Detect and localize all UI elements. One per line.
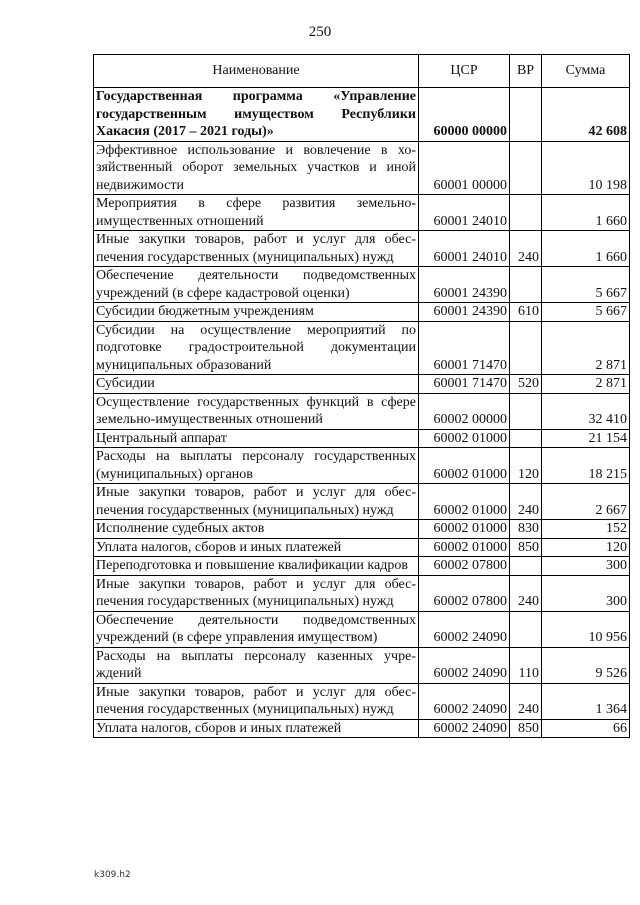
header-csr: ЦСР — [419, 55, 510, 88]
row-vr — [510, 88, 542, 142]
row-csr: 60002 24090 — [419, 683, 510, 719]
row-name: Переподготовка и повышение квалификации кадров — [94, 557, 419, 576]
page-number: 250 — [308, 24, 332, 40]
row-sum: 18 215 — [542, 448, 630, 484]
row-sum: 5 667 — [542, 303, 630, 322]
row-csr: 60002 01000 — [419, 538, 510, 557]
row-vr: 240 — [510, 683, 542, 719]
row-csr: 60002 01000 — [419, 484, 510, 520]
table-row — [94, 647, 630, 683]
row-name: Субсидии бюджетным учреждениям — [94, 303, 419, 322]
row-csr: 60001 71470 — [419, 375, 510, 394]
row-name: Исполнение судебных актов — [94, 520, 419, 539]
table-row — [94, 484, 630, 520]
table-row — [94, 375, 630, 394]
row-name: Осуществление государственных функций в сфере земельно-имущественных отношений — [94, 393, 419, 429]
row-sum: 1 364 — [542, 683, 630, 719]
row-csr: 60002 07800 — [419, 575, 510, 611]
row-sum: 300 — [542, 557, 630, 576]
row-sum: 66 — [542, 719, 630, 738]
row-csr: 60002 24090 — [419, 611, 510, 647]
row-name: Государственная программа «Управление государственным имуществом Республики Хакасия (2017 – 2021 годы)» — [94, 88, 419, 142]
row-vr: 850 — [510, 538, 542, 557]
row-csr: 60002 07800 — [419, 557, 510, 576]
row-vr — [510, 393, 542, 429]
row-csr: 60001 24390 — [419, 267, 510, 303]
row-vr: 240 — [510, 484, 542, 520]
row-sum: 5 667 — [542, 267, 630, 303]
row-vr — [510, 611, 542, 647]
row-vr: 110 — [510, 647, 542, 683]
row-csr: 60002 00000 — [419, 393, 510, 429]
row-csr: 60000 00000 — [419, 88, 510, 142]
row-sum: 2 871 — [542, 321, 630, 375]
table-row-program — [94, 88, 630, 142]
row-csr: 60002 01000 — [419, 429, 510, 448]
row-vr — [510, 267, 542, 303]
row-name: Расходы на выплаты персоналу государственных (муниципальных) органов — [94, 448, 419, 484]
table-header-row — [94, 55, 630, 88]
table-row — [94, 538, 630, 557]
row-sum: 152 — [542, 520, 630, 539]
row-name: Мероприятия в сфере развития земельно-имущественных отношений — [94, 195, 419, 231]
row-sum: 1 660 — [542, 231, 630, 267]
row-vr: 240 — [510, 575, 542, 611]
row-sum: 2 667 — [542, 484, 630, 520]
row-sum: 10 956 — [542, 611, 630, 647]
row-name: Иные закупки товаров, работ и услуг для обеспечения государственных (муниципальных) нужд — [94, 575, 419, 611]
table-row — [94, 141, 630, 195]
row-csr: 60002 24090 — [419, 719, 510, 738]
row-name: Иные закупки товаров, работ и услуг для обеспечения государственных (муниципальных) нужд — [94, 231, 419, 267]
row-vr — [510, 195, 542, 231]
row-sum: 1 660 — [542, 195, 630, 231]
row-name: Обеспечение деятельности подведомственных учреждений (в сфере управления имуществом) — [94, 611, 419, 647]
row-vr: 120 — [510, 448, 542, 484]
row-vr — [510, 321, 542, 375]
row-vr — [510, 141, 542, 195]
row-name: Субсидии — [94, 375, 419, 394]
row-vr: 830 — [510, 520, 542, 539]
table-row — [94, 321, 630, 375]
table-row — [94, 195, 630, 231]
row-vr: 240 — [510, 231, 542, 267]
table-row — [94, 393, 630, 429]
row-name: Центральный аппарат — [94, 429, 419, 448]
table-row — [94, 520, 630, 539]
row-name: Обеспечение деятельности подведомственных учреждений (в сфере кадастровой оценки) — [94, 267, 419, 303]
row-name: Иные закупки товаров, работ и услуг для обеспечения государственных (муниципальных) нужд — [94, 484, 419, 520]
row-csr: 60001 24010 — [419, 231, 510, 267]
header-name: Наименование — [94, 55, 419, 88]
row-vr: 520 — [510, 375, 542, 394]
row-vr: 610 — [510, 303, 542, 322]
row-sum: 10 198 — [542, 141, 630, 195]
row-name: Уплата налогов, сборов и иных платежей — [94, 538, 419, 557]
row-name: Расходы на выплаты персоналу казенных учреждений — [94, 647, 419, 683]
row-name: Иные закупки товаров, работ и услуг для обеспечения государственных (муниципальных) нужд — [94, 683, 419, 719]
table-row — [94, 575, 630, 611]
row-sum: 9 526 — [542, 647, 630, 683]
row-name: Уплата налогов, сборов и иных платежей — [94, 719, 419, 738]
budget-table — [93, 54, 630, 738]
table-row — [94, 267, 630, 303]
table-row — [94, 429, 630, 448]
row-csr: 60001 24390 — [419, 303, 510, 322]
header-sum: Сумма — [542, 55, 630, 88]
footer-code: k309.h2 — [94, 870, 131, 880]
row-csr: 60001 24010 — [419, 195, 510, 231]
table-row — [94, 683, 630, 719]
row-sum: 42 608 — [542, 88, 630, 142]
row-csr: 60002 24090 — [419, 647, 510, 683]
table-row — [94, 231, 630, 267]
row-name: Субсидии на осуществление мероприятий по подготовке градостроительной документации муниципальных образований — [94, 321, 419, 375]
table-row — [94, 557, 630, 576]
row-sum: 2 871 — [542, 375, 630, 394]
row-sum: 300 — [542, 575, 630, 611]
row-vr — [510, 557, 542, 576]
table-row — [94, 303, 630, 322]
row-vr — [510, 429, 542, 448]
row-csr: 60001 00000 — [419, 141, 510, 195]
row-name: Эффективное использование и вовлечение в хозяйственный оборот земельных участков и иной недвижимости — [94, 141, 419, 195]
header-vr: ВР — [510, 55, 542, 88]
row-csr: 60002 01000 — [419, 448, 510, 484]
row-sum: 120 — [542, 538, 630, 557]
row-vr: 850 — [510, 719, 542, 738]
row-sum: 32 410 — [542, 393, 630, 429]
row-csr: 60002 01000 — [419, 520, 510, 539]
table-row — [94, 719, 630, 738]
table-row — [94, 448, 630, 484]
row-csr: 60001 71470 — [419, 321, 510, 375]
row-sum: 21 154 — [542, 429, 630, 448]
table-row — [94, 611, 630, 647]
